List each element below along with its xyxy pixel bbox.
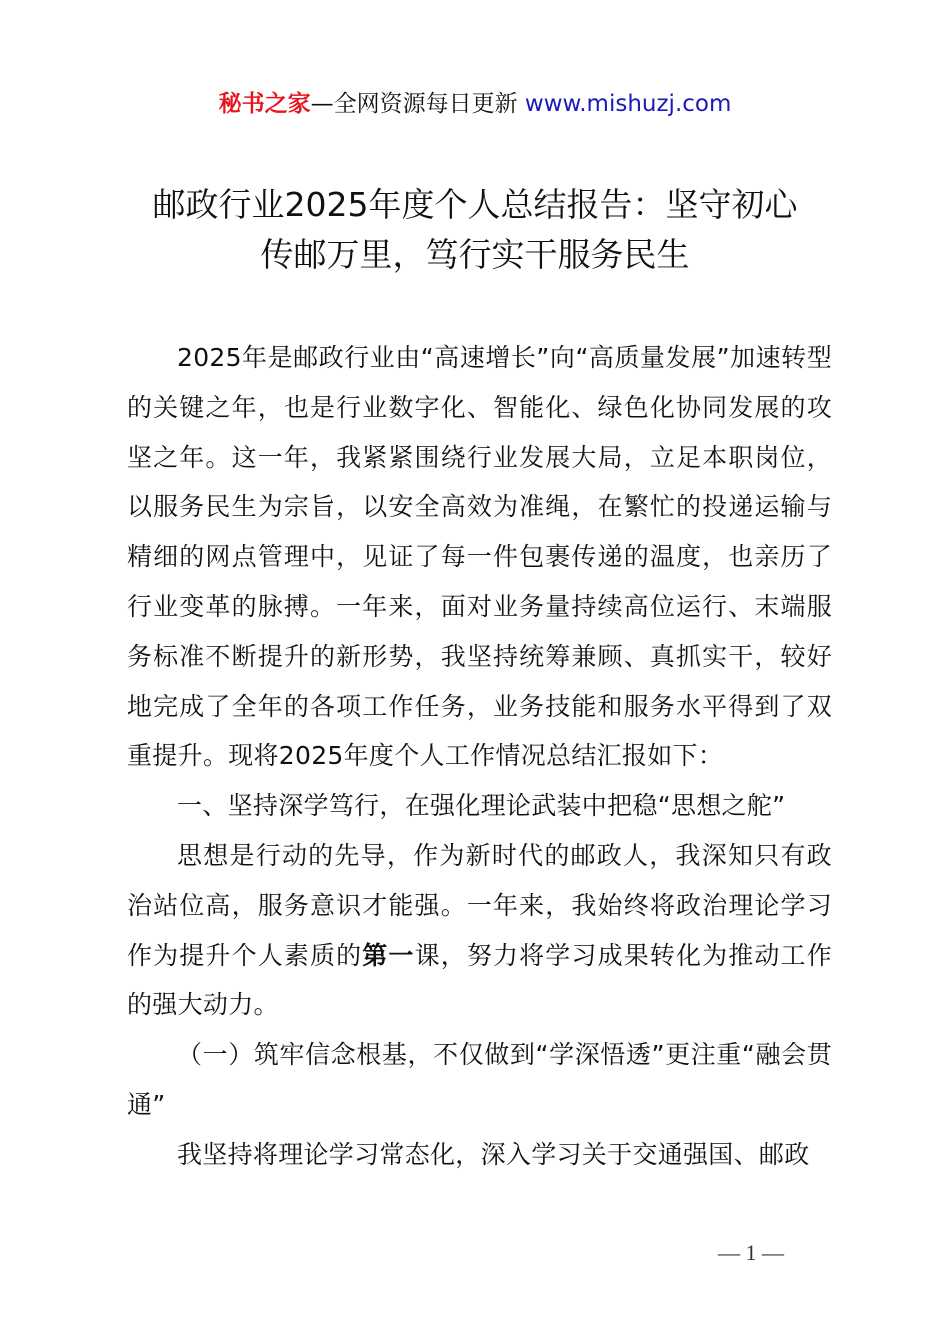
section-1-text-after: 课，努力将学习成果转化为推动工作的强大动力。: [127, 940, 832, 1020]
title-line-2: 传邮万里，笃行实干服务民生: [260, 235, 690, 274]
document-title: [0, 180, 950, 280]
site-url[interactable]: www.mishuzj.com: [524, 91, 732, 117]
document-body: [127, 333, 832, 1180]
subsection-1-paragraph: 我坚持将理论学习常态化，深入学习关于交通强国、邮政: [177, 1139, 810, 1169]
page-number: — 1 —: [718, 1240, 784, 1265]
subsection-1-heading: （一）筑牢信念根基，不仅做到“学深悟透”更注重“融会贯通”: [127, 1040, 832, 1119]
intro-paragraph: 2025年是邮政行业由“高速增长”向“高质量发展”加速转型的关键之年，也是行业数字化、智能化、绿色化协同发展的攻坚之年。这一年，我紧紧围绕行业发展大局，立足本职岗位，以服务民生为宗旨，以安全高效为准绳，在繁忙的投递运输与精细的网点管理中，见证了每一件包裹传递的温度，也亲历了行业变革的脉搏。一年来，面对业务量持续高位运行、末端服务标准不断提升的新形势，我坚持统筹兼顾、真抓实干，较好地完成了全年的各项工作任务，业务技能和服务水平得到了双重提升。现将2025年度个人工作情况总结汇报如下：: [127, 343, 832, 771]
header-tagline: —全网资源每日更新: [310, 91, 525, 117]
section-1-bold-text: 第一: [362, 940, 415, 970]
site-header: [0, 86, 950, 122]
title-line-1: 邮政行业2025年度个人总结报告：坚守初心: [152, 185, 798, 224]
section-1-heading: 一、坚持深学笃行，在强化理论武装中把稳“思想之舵”: [177, 791, 786, 821]
brand-name: 秘书之家: [218, 91, 311, 117]
section-1-text-before: 思想是行动的先导，作为新时代的邮政人，我深知只有政治站位高，服务意识才能强。一年来，我始终将政治理论学习作为提升个人素质的: [127, 840, 832, 970]
section-1-paragraph: [127, 831, 832, 1030]
